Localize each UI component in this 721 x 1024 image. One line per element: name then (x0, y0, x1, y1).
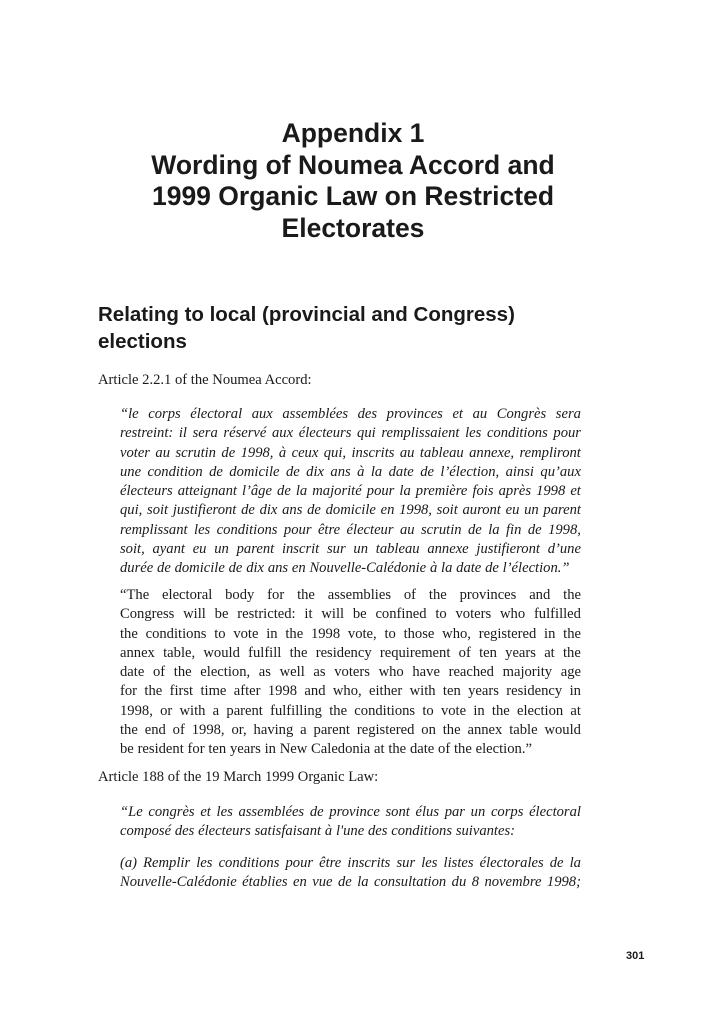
page-title (0, 118, 706, 244)
text-line: composé des électeurs satisfaisant à l'une des conditions suivantes: (120, 823, 515, 840)
text-line: “The electoral body for the assemblies of the provinces and the (120, 587, 581, 603)
intro-article-2-2-1: Article 2.2.1 of the Noumea Accord: (98, 372, 312, 388)
text-line: restreint: il sera réservé aux électeurs qui remplissaient les conditions pour (120, 425, 581, 442)
text-line: soit, ayant eu un parent inscrit sur un tableau annexe justifieront d’une (120, 541, 581, 558)
text-line: électeurs atteignant l’âge de la majorité pour la première fois après 1998 et (120, 483, 581, 500)
text-line: qui, soit justifieront de dix ans de domicile en 1998, soit auront eu un parent (120, 502, 581, 519)
heading-line: elections (98, 330, 187, 353)
title-line: Electorates (281, 212, 425, 243)
quote-french-organic-law (120, 803, 581, 842)
text-line: the end of 1998, or, having a parent registered on the annex table would (120, 722, 581, 739)
quote-french-condition-a (120, 854, 581, 893)
text-line: date of the election, as well as voters who have reached majority age (120, 664, 581, 681)
title-line: Appendix 1 (281, 118, 425, 148)
text-line: be resident for ten years in New Caledonia at the date of the election.” (120, 741, 532, 758)
intro-article-188: Article 188 of the 19 March 1999 Organic Law: (98, 769, 379, 785)
text-line: Nouvelle-Calédonie établies en vue de la consultation du 8 novembre 1998; (120, 874, 581, 891)
section-heading (98, 301, 578, 355)
page-number: 301 (626, 950, 645, 962)
quote-english-accord (120, 586, 581, 760)
text-line: remplissant les conditions pour être électeur au scrutin de la fin de 1998, (120, 521, 581, 538)
text-line: une condition de domicile de dix ans à la date de l’élection, ainsi qu’aux (120, 463, 581, 480)
text-line: “le corps électoral aux assemblées des provinces et au Congrès sera (120, 406, 581, 422)
heading-line: Relating to local (provincial and Congress) (98, 303, 515, 326)
text-line: annex table, would fulfill the residency requirement of ten years at the (120, 644, 581, 661)
text-line: the conditions to vote in the 1998 vote, to those who, registered in the (120, 625, 581, 642)
text-line: (a) Remplir les conditions pour être inscrits sur les listes électorales de la (120, 855, 581, 871)
text-line: for the first time after 1998 and who, either with ten years residency in (120, 683, 581, 700)
text-line: voter au scrutin de 1998, à ceux qui, inscrits au tableau annexe, rempliront (120, 444, 581, 461)
text-line: “Le congrès et les assemblées de province sont élus par un corps électoral (120, 804, 581, 820)
title-line: 1999 Organic Law on Restricted (151, 181, 555, 211)
text-line: durée de domicile de dix ans en Nouvelle-Calédonie à la date de l’élection.” (120, 560, 570, 577)
text-line: 1998, or with a parent fulfilling the conditions to vote in the election at (120, 702, 581, 719)
quote-french-accord (120, 405, 581, 579)
text-line: Congress will be restricted: it will be confined to voters who fulfilled (120, 606, 581, 623)
title-line: Wording of Noumea Accord and (151, 149, 555, 180)
